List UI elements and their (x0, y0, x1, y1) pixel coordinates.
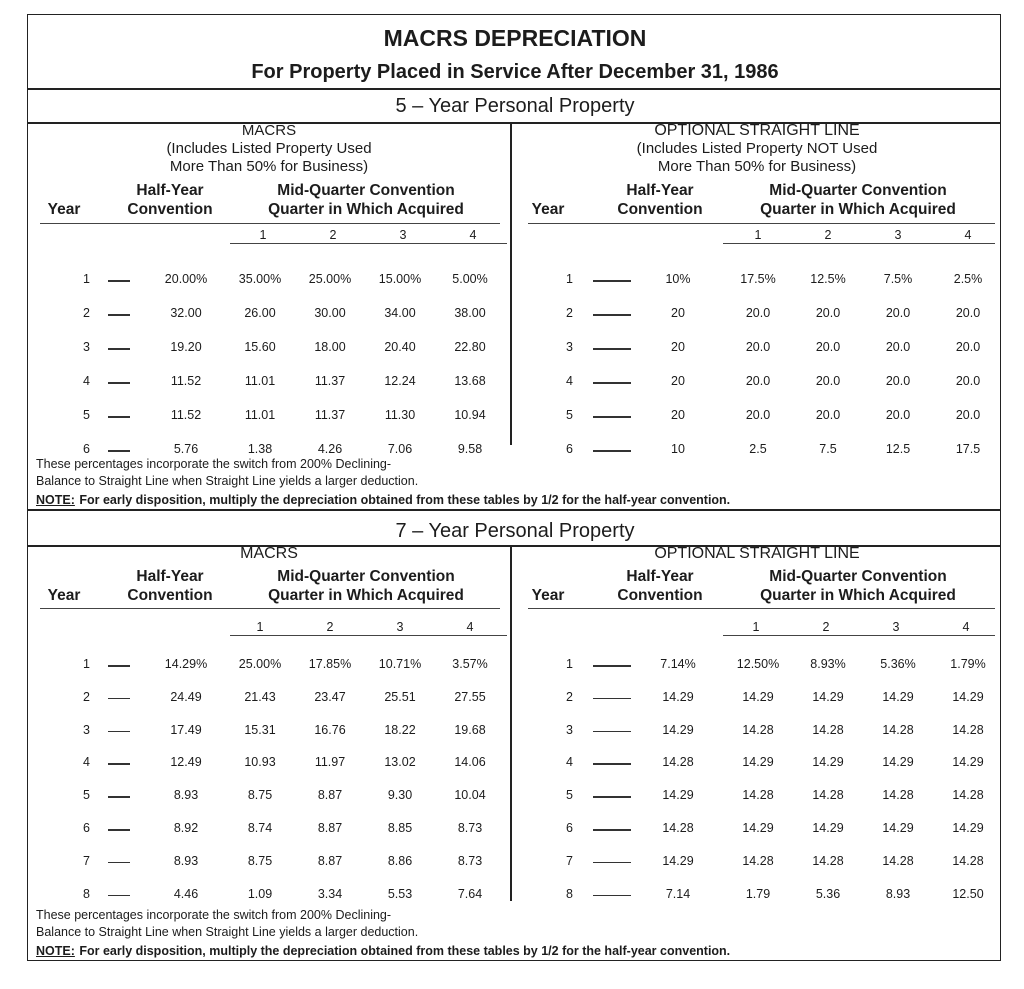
dash-leader (108, 829, 130, 831)
dash-leader (593, 450, 631, 452)
quarter-4-cell: 38.00 (454, 306, 486, 320)
quarter-1-cell: 15.31 (244, 722, 276, 737)
quarter-3-cell: 14.29 (882, 755, 914, 770)
footnote-line1: These percentages incorporate the switch from 200% Declining- (36, 908, 392, 922)
dash-leader (108, 731, 130, 733)
year-label: Year (47, 587, 81, 604)
half-year-cell: 7.14% (660, 657, 696, 671)
quarter-3-cell: 14.28 (882, 788, 914, 803)
quarter-3-cell: 10.71% (378, 657, 422, 671)
footnote-line1: These percentages incorporate the switch from 200% Declining- (36, 457, 392, 471)
quarter-4-cell: 1.79% (950, 657, 986, 671)
quarter-underline (723, 635, 995, 636)
quarter-3-cell: 20.0 (885, 374, 911, 388)
quarter-3-cell: 7.5% (883, 272, 913, 286)
quarter-2-cell: 14.28 (812, 788, 844, 803)
header-underline (528, 608, 995, 609)
quarter-4-cell: 13.68 (454, 374, 486, 388)
footnote-line2: Balance to Straight Line when Straight Line yields a larger deduction. (36, 925, 419, 939)
quarter-2-cell: 25.00% (308, 272, 352, 286)
quarter-1-cell: 2.5 (749, 442, 767, 456)
quarter-3-cell: 5.53 (387, 886, 413, 901)
header-underline (40, 223, 500, 224)
quarter-4-cell: 14.06 (454, 755, 486, 770)
quarter-3-cell: 11.30 (384, 408, 416, 422)
quarter-1-cell: 25.00% (238, 657, 282, 671)
note-text: For early disposition, multiply the depreciation obtained from these tables by 1/2 for the half-year convention. (79, 944, 731, 958)
quarter-2-cell: 5.36 (815, 886, 841, 901)
quarter-2-cell: 11.37 (314, 408, 346, 422)
note-text: For early disposition, multiply the depreciation obtained from these tables by 1/2 for the half-year convention. (79, 493, 731, 507)
quarter-3-cell: 5.36% (880, 657, 916, 671)
half-year-label-line2: Convention (617, 201, 703, 218)
note-line (36, 942, 730, 960)
year-cell: 6 (83, 821, 90, 835)
half-year-cell: 20.00% (164, 272, 208, 286)
quarter-4-cell: 5.00% (452, 272, 488, 286)
quarter-1-cell: 8.74 (247, 821, 273, 835)
quarter-2-cell: 17.85% (308, 657, 352, 671)
quarter-4: 4 (962, 620, 970, 634)
quarter-3-cell: 14.29 (882, 821, 914, 835)
mid-quarter-label-line2: Quarter in Which Acquired (268, 587, 464, 604)
half-year-cell: 12.49 (170, 755, 202, 770)
quarter-2-cell: 11.97 (314, 755, 346, 770)
quarter-3-cell: 13.02 (384, 755, 416, 770)
quarter-1-cell: 10.93 (244, 755, 276, 770)
half-year-cell: 20 (671, 408, 685, 422)
straight-line-subheading-line2: More Than 50% for Business) (657, 158, 857, 175)
quarter-2-cell: 8.87 (317, 821, 343, 835)
macrs-subheading-line1: (Includes Listed Property Used (166, 140, 372, 157)
half-year-label-line2: Convention (127, 587, 213, 604)
quarter-3-cell: 15.00% (378, 272, 422, 286)
section-title-5-year: 5 – Year Personal Property (395, 95, 635, 117)
year-cell: 3 (566, 722, 573, 737)
half-year-label-line2: Convention (127, 201, 213, 218)
quarter-2-cell: 18.00 (314, 340, 346, 354)
quarter-1-cell: 17.5% (740, 272, 776, 286)
year-cell: 4 (566, 755, 573, 770)
quarter-2-cell: 20.0 (815, 374, 841, 388)
quarter-1-cell: 20.0 (745, 340, 771, 354)
half-year-cell: 7.14 (665, 886, 691, 901)
year-cell: 2 (566, 689, 573, 704)
half-year-cell: 32.00 (170, 306, 202, 320)
quarter-2-cell: 14.29 (812, 689, 844, 704)
quarter-4-cell: 14.28 (952, 722, 984, 737)
quarter-1-cell: 11.01 (244, 374, 276, 388)
quarter-1-cell: 35.00% (238, 272, 282, 286)
year-cell: 4 (566, 374, 573, 388)
half-year-label-line2: Convention (617, 587, 703, 604)
year-cell: 3 (566, 340, 573, 354)
quarter-3-cell: 14.28 (882, 722, 914, 737)
year-cell: 4 (83, 755, 90, 770)
quarter-2-cell: 8.93% (810, 657, 846, 671)
quarter-2-cell: 8.87 (317, 788, 343, 803)
year-cell: 3 (83, 722, 90, 737)
quarter-4-cell: 7.64 (457, 886, 483, 901)
dash-leader (593, 665, 631, 667)
half-year-label-line1: Half-Year (626, 182, 694, 199)
quarter-3: 3 (396, 620, 404, 634)
year-cell: 8 (83, 886, 90, 901)
straight-line-heading: OPTIONAL STRAIGHT LINE (654, 122, 860, 139)
dash-leader (108, 382, 130, 384)
quarter-1-cell: 14.29 (742, 755, 774, 770)
quarter-4-cell: 8.73 (457, 821, 483, 835)
quarter-3-cell: 20.40 (384, 340, 416, 354)
dash-leader (108, 280, 130, 282)
quarter-4-cell: 27.55 (454, 689, 486, 704)
macrs-depreciation-document (27, 14, 1001, 961)
quarter-1-cell: 8.75 (247, 853, 273, 868)
quarter-4-cell: 20.0 (955, 408, 981, 422)
footnote-line2: Balance to Straight Line when Straight Line yields a larger deduction. (36, 474, 419, 488)
dash-leader (108, 450, 130, 452)
quarter-4-cell: 14.28 (952, 788, 984, 803)
half-year-cell: 10 (671, 442, 685, 456)
dash-leader (593, 763, 631, 765)
dash-leader (593, 348, 631, 350)
half-year-cell: 24.49 (170, 689, 202, 704)
year-cell: 1 (83, 657, 90, 671)
quarter-2-cell: 20.0 (815, 306, 841, 320)
half-year-label-line1: Half-Year (626, 568, 694, 585)
dash-leader (593, 829, 631, 831)
mid-quarter-label-line2: Quarter in Which Acquired (268, 201, 464, 218)
half-year-cell: 8.92 (173, 821, 199, 835)
quarter-2-cell: 12.5% (810, 272, 846, 286)
note-label: NOTE: (36, 493, 75, 507)
section-divider (28, 509, 1000, 511)
quarter-3: 3 (892, 620, 900, 634)
quarter-3-cell: 8.86 (387, 853, 413, 868)
quarter-2: 2 (822, 620, 830, 634)
half-year-cell: 20 (671, 306, 685, 320)
year-cell: 2 (83, 689, 90, 704)
quarter-2-cell: 14.29 (812, 755, 844, 770)
quarter-1-cell: 1.09 (247, 886, 273, 901)
dash-leader (108, 796, 130, 798)
quarter-1-cell: 1.79 (745, 886, 771, 901)
dash-leader (108, 314, 130, 316)
year-cell: 1 (83, 272, 90, 286)
dash-leader (108, 416, 130, 418)
quarter-1-cell: 12.50% (736, 657, 780, 671)
half-year-cell: 14.29 (662, 853, 694, 868)
half-year-cell: 5.76 (173, 442, 199, 456)
mid-quarter-label-line1: Mid-Quarter Convention (277, 182, 455, 199)
note-label: NOTE: (36, 944, 75, 958)
quarter-2-cell: 14.29 (812, 821, 844, 835)
quarter-3-cell: 8.85 (387, 821, 413, 835)
dash-leader (593, 796, 631, 798)
quarter-2-cell: 14.28 (812, 722, 844, 737)
dash-leader (593, 862, 631, 864)
dash-leader (108, 698, 130, 700)
year-cell: 8 (566, 886, 573, 901)
year-cell: 6 (566, 821, 573, 835)
dash-leader (593, 416, 631, 418)
quarter-3: 3 (399, 228, 407, 242)
quarter-3-cell: 12.24 (384, 374, 416, 388)
dash-leader (108, 862, 130, 864)
year-label: Year (47, 201, 81, 218)
quarter-3: 3 (894, 228, 902, 242)
quarter-4-cell: 3.57% (452, 657, 488, 671)
quarter-4-cell: 14.29 (952, 689, 984, 704)
quarter-1-cell: 14.29 (742, 821, 774, 835)
half-year-cell: 4.46 (173, 886, 199, 901)
quarter-3-cell: 8.93 (885, 886, 911, 901)
quarter-4: 4 (469, 228, 477, 242)
quarter-3-cell: 14.29 (882, 689, 914, 704)
half-year-cell: 11.52 (170, 374, 202, 388)
section-title-7-year: 7 – Year Personal Property (395, 520, 635, 542)
quarter-2-cell: 4.26 (317, 442, 343, 456)
quarter-1-cell: 14.29 (742, 689, 774, 704)
quarter-1-cell: 21.43 (244, 689, 276, 704)
half-year-label-line1: Half-Year (136, 568, 204, 585)
quarter-4-cell: 14.29 (952, 821, 984, 835)
year-label: Year (531, 587, 565, 604)
quarter-4-cell: 19.68 (454, 722, 486, 737)
mid-quarter-label-line1: Mid-Quarter Convention (769, 568, 947, 585)
quarter-underline (230, 635, 507, 636)
quarter-1-cell: 14.28 (742, 788, 774, 803)
half-year-cell: 14.29% (164, 657, 208, 671)
year-cell: 5 (83, 408, 90, 422)
year-cell: 5 (566, 788, 573, 803)
quarter-3-cell: 12.5 (885, 442, 911, 456)
header-underline (40, 608, 500, 609)
quarter-3-cell: 20.0 (885, 408, 911, 422)
half-year-cell: 20 (671, 374, 685, 388)
half-year-cell: 8.93 (173, 788, 199, 803)
note-line (36, 491, 730, 509)
quarter-4-cell: 17.5 (955, 442, 981, 456)
dash-leader (108, 763, 130, 765)
year-cell: 5 (566, 408, 573, 422)
half-year-cell: 14.29 (662, 689, 694, 704)
half-year-cell: 14.28 (662, 755, 694, 770)
quarter-1-cell: 11.01 (244, 408, 276, 422)
straight-line-subheading-line1: (Includes Listed Property NOT Used (636, 140, 878, 157)
half-year-cell: 14.29 (662, 722, 694, 737)
half-year-cell: 14.28 (662, 821, 694, 835)
dash-leader (108, 895, 130, 897)
quarter-4-cell: 22.80 (454, 340, 486, 354)
quarter-2-cell: 11.37 (314, 374, 346, 388)
year-cell: 2 (566, 306, 573, 320)
quarter-2: 2 (329, 228, 337, 242)
quarter-4-cell: 20.0 (955, 340, 981, 354)
mid-quarter-label-line1: Mid-Quarter Convention (769, 182, 947, 199)
year-cell: 3 (83, 340, 90, 354)
dash-leader (593, 314, 631, 316)
macrs-heading: MACRS (241, 122, 297, 139)
year-cell: 7 (83, 853, 90, 868)
dash-leader (593, 280, 631, 282)
quarter-1-cell: 1.38 (247, 442, 273, 456)
quarter-3-cell: 9.30 (387, 788, 413, 803)
quarter-2-cell: 14.28 (812, 853, 844, 868)
quarter-1-cell: 26.00 (244, 306, 276, 320)
quarter-2-cell: 7.5 (819, 442, 837, 456)
quarter-3-cell: 18.22 (384, 722, 416, 737)
quarter-4-cell: 10.04 (454, 788, 486, 803)
quarter-4-cell: 2.5% (953, 272, 983, 286)
quarter-1: 1 (256, 620, 264, 634)
quarter-3-cell: 7.06 (387, 442, 413, 456)
quarter-4-cell: 20.0 (955, 306, 981, 320)
quarter-1-cell: 20.0 (745, 374, 771, 388)
quarter-4: 4 (964, 228, 972, 242)
quarter-4-cell: 9.58 (457, 442, 483, 456)
year-cell: 4 (83, 374, 90, 388)
quarter-3-cell: 34.00 (384, 306, 416, 320)
quarter-3-cell: 14.28 (882, 853, 914, 868)
quarter-2-cell: 3.34 (317, 886, 343, 901)
quarter-2-cell: 16.76 (314, 722, 346, 737)
dash-leader (593, 895, 631, 897)
quarter-2: 2 (326, 620, 334, 634)
quarter-2-cell: 20.0 (815, 340, 841, 354)
half-year-cell: 11.52 (170, 408, 202, 422)
year-cell: 1 (566, 657, 573, 671)
column-divider (510, 546, 512, 901)
quarter-2: 2 (824, 228, 832, 242)
dash-leader (593, 731, 631, 733)
dash-leader (593, 382, 631, 384)
dash-leader (108, 665, 130, 667)
year-cell: 2 (83, 306, 90, 320)
year-cell: 6 (83, 442, 90, 456)
quarter-3-cell: 25.51 (384, 689, 416, 704)
title-divider (28, 88, 1000, 90)
quarter-1-cell: 15.60 (244, 340, 276, 354)
straight-line-heading: OPTIONAL STRAIGHT LINE (654, 545, 860, 562)
quarter-2-cell: 30.00 (314, 306, 346, 320)
quarter-4-cell: 20.0 (955, 374, 981, 388)
macrs-heading: MACRS (240, 545, 298, 562)
quarter-underline (230, 243, 507, 244)
quarter-1: 1 (259, 228, 267, 242)
year-cell: 6 (566, 442, 573, 456)
quarter-3-cell: 20.0 (885, 340, 911, 354)
year-cell: 7 (566, 853, 573, 868)
quarter-1-cell: 8.75 (247, 788, 273, 803)
quarter-2-cell: 20.0 (815, 408, 841, 422)
dash-leader (593, 698, 631, 700)
quarter-2-cell: 23.47 (314, 689, 346, 704)
document-subtitle: For Property Placed in Service After December 31, 1986 (251, 61, 779, 83)
year-label: Year (531, 201, 565, 218)
quarter-2-cell: 8.87 (317, 853, 343, 868)
half-year-cell: 8.93 (173, 853, 199, 868)
quarter-4-cell: 8.73 (457, 853, 483, 868)
dash-leader (108, 348, 130, 350)
header-underline (528, 223, 995, 224)
quarter-3-cell: 20.0 (885, 306, 911, 320)
year-cell: 1 (566, 272, 573, 286)
half-year-label-line1: Half-Year (136, 182, 204, 199)
mid-quarter-label-line2: Quarter in Which Acquired (760, 201, 956, 218)
quarter-1-cell: 20.0 (745, 306, 771, 320)
year-cell: 5 (83, 788, 90, 803)
quarter-1-cell: 14.28 (742, 722, 774, 737)
half-year-cell: 20 (671, 340, 685, 354)
half-year-cell: 10% (665, 272, 691, 286)
quarter-4-cell: 10.94 (454, 408, 486, 422)
quarter-1: 1 (752, 620, 760, 634)
half-year-cell: 17.49 (170, 722, 202, 737)
quarter-1-cell: 14.28 (742, 853, 774, 868)
quarter-1-cell: 20.0 (745, 408, 771, 422)
macrs-subheading-line2: More Than 50% for Business) (169, 158, 369, 175)
half-year-cell: 14.29 (662, 788, 694, 803)
quarter-4-cell: 12.50 (952, 886, 984, 901)
document-title: MACRS DEPRECIATION (383, 25, 647, 51)
mid-quarter-label-line1: Mid-Quarter Convention (277, 568, 455, 585)
quarter-4: 4 (466, 620, 474, 634)
quarter-4-cell: 14.28 (952, 853, 984, 868)
quarter-1: 1 (754, 228, 762, 242)
quarter-underline (723, 243, 995, 244)
mid-quarter-label-line2: Quarter in Which Acquired (760, 587, 956, 604)
quarter-4-cell: 14.29 (952, 755, 984, 770)
half-year-cell: 19.20 (170, 340, 202, 354)
